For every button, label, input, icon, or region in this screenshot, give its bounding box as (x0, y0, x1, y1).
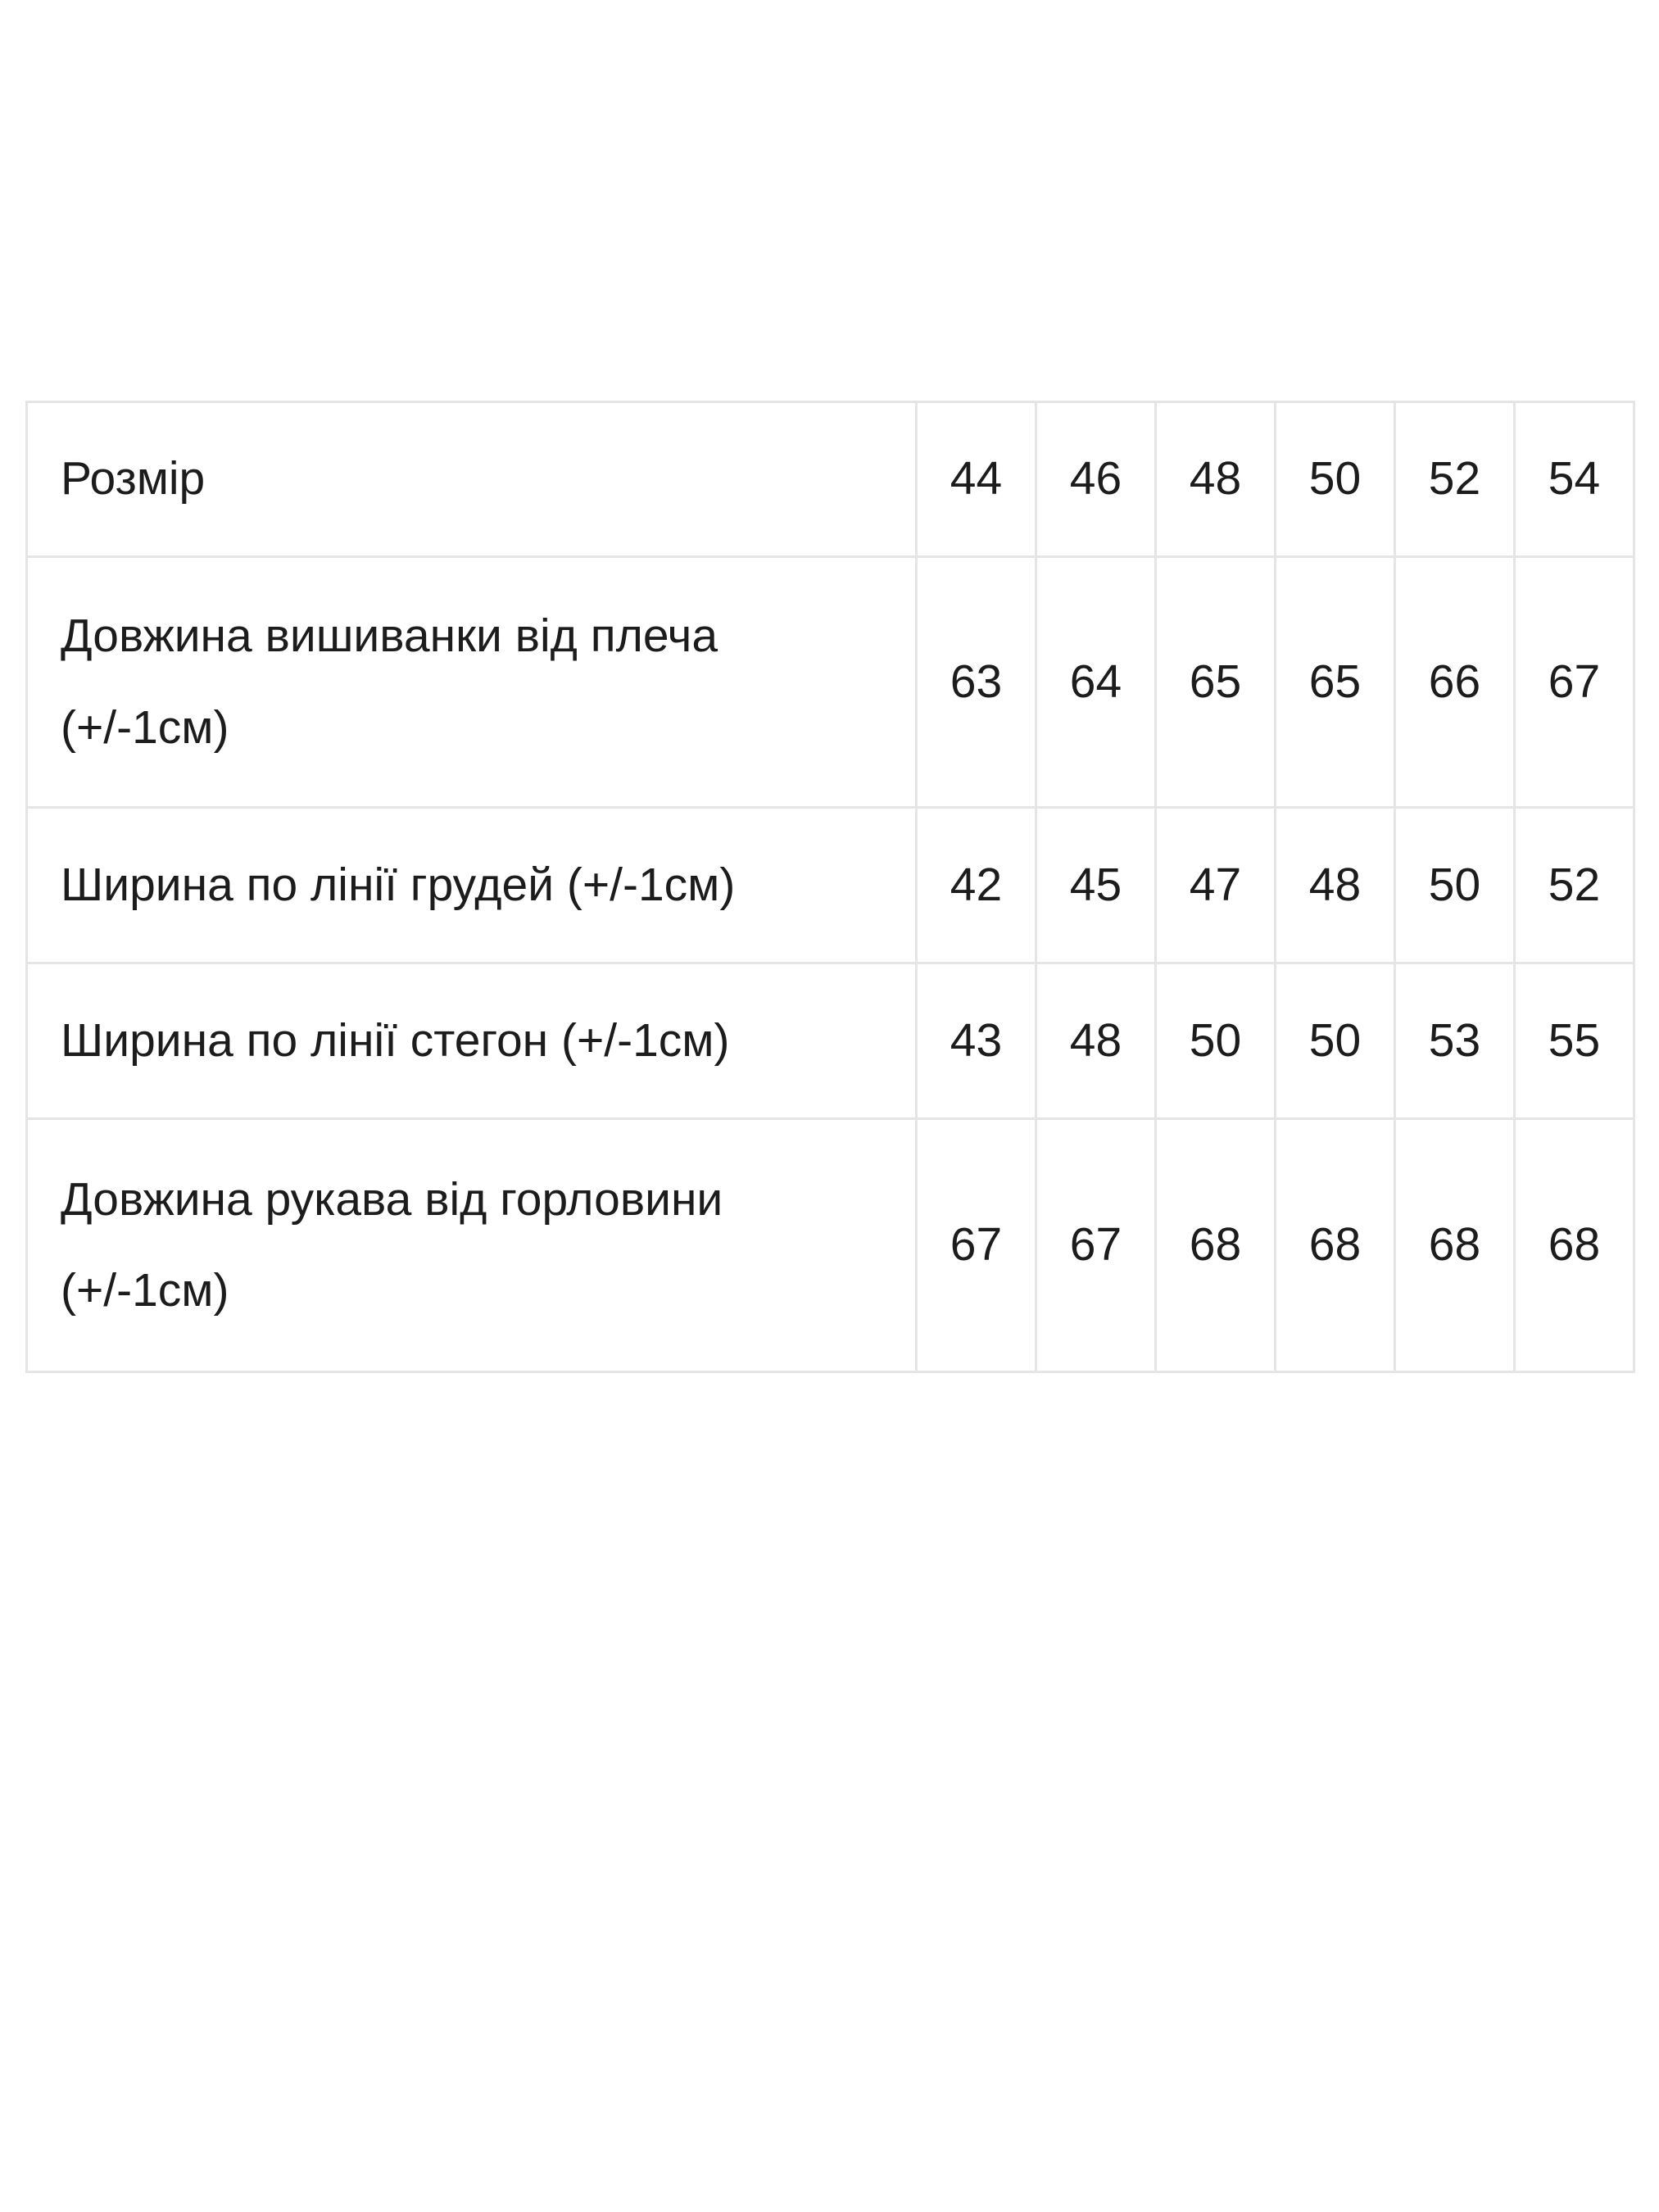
measure-value: 48 (1276, 808, 1395, 963)
measure-value: 65 (1276, 557, 1395, 808)
size-value: 52 (1395, 402, 1515, 557)
measure-value: 68 (1515, 1119, 1634, 1372)
measure-value: 45 (1036, 808, 1156, 963)
row-label-sleeve-length: Довжина рукава від горловини (+/-1см) (27, 1119, 917, 1372)
table-row-shirt-length (27, 557, 1634, 808)
measure-value: 66 (1395, 557, 1515, 808)
size-value: 48 (1156, 402, 1276, 557)
measure-value: 64 (1036, 557, 1156, 808)
table-row-chest-width (27, 808, 1634, 963)
row-label-hip-width: Ширина по лінії стегон (+/-1см) (27, 963, 917, 1119)
row-label-chest-width: Ширина по лінії грудей (+/-1см) (27, 808, 917, 963)
measure-value: 50 (1276, 963, 1395, 1119)
size-value: 46 (1036, 402, 1156, 557)
size-value: 44 (917, 402, 1036, 557)
measure-value: 68 (1156, 1119, 1276, 1372)
measure-value: 53 (1395, 963, 1515, 1119)
measure-value: 50 (1395, 808, 1515, 963)
measure-value: 50 (1156, 963, 1276, 1119)
row-label-shirt-length: Довжина вишиванки від плеча (+/-1см) (27, 557, 917, 808)
measure-value: 63 (917, 557, 1036, 808)
measure-value: 42 (917, 808, 1036, 963)
table-row-hip-width (27, 963, 1634, 1119)
measure-value: 67 (1036, 1119, 1156, 1372)
measure-value: 47 (1156, 808, 1276, 963)
row-label-size: Розмір (27, 402, 917, 557)
measure-value: 43 (917, 963, 1036, 1119)
size-value: 50 (1276, 402, 1395, 557)
measure-value: 55 (1515, 963, 1634, 1119)
measure-value: 48 (1036, 963, 1156, 1119)
measure-value: 67 (1515, 557, 1634, 808)
size-value: 54 (1515, 402, 1634, 557)
table-row-size (27, 402, 1634, 557)
measure-value: 68 (1276, 1119, 1395, 1372)
measure-value: 67 (917, 1119, 1036, 1372)
table-row-sleeve-length (27, 1119, 1634, 1372)
measure-value: 52 (1515, 808, 1634, 963)
size-chart-table (25, 401, 1635, 1373)
measure-value: 65 (1156, 557, 1276, 808)
measure-value: 68 (1395, 1119, 1515, 1372)
